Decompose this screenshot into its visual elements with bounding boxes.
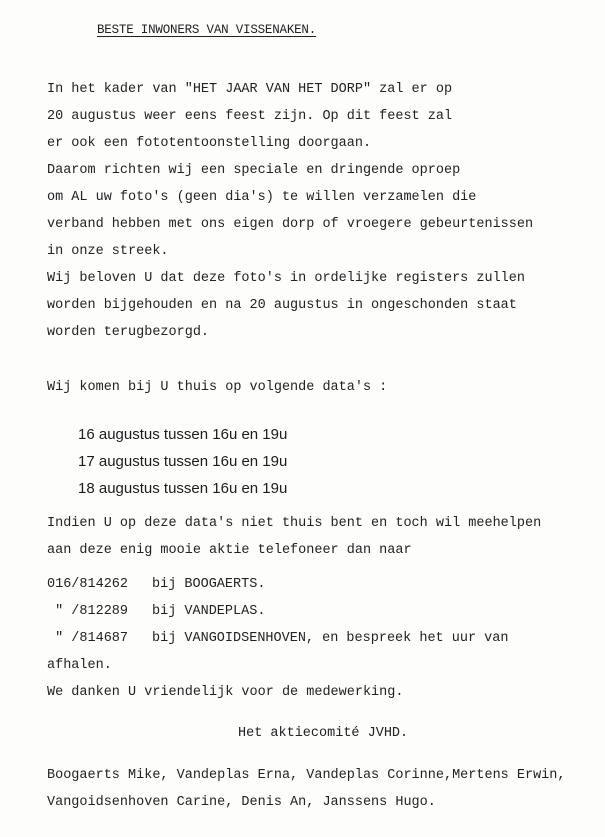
- help-line: aan deze enig mooie aktie telefoneer dan naar: [47, 543, 412, 558]
- intro-line: Wij beloven U dat deze foto's in ordelijke registers zullen: [47, 271, 525, 286]
- letter-title: BESTE INWONERS VAN VISSENAKEN.: [97, 23, 317, 37]
- intro-line: verband hebben met ons eigen dorp of vroegere gebeurtenissen: [47, 217, 534, 232]
- visit-intro: Wij komen bij U thuis op volgende data's :: [47, 380, 388, 395]
- intro-line: worden terugbezorgd.: [47, 325, 210, 340]
- members-line: Boogaerts Mike, Vandeplas Erna, Vandeplas Corinne,Mertens Erwin,: [47, 768, 566, 783]
- date-item: 17 augustus tussen 16u en 19u: [78, 453, 288, 470]
- members-line: Vangoidsenhoven Carine, Denis An, Janssens Hugo.: [47, 795, 436, 810]
- help-line: Indien U op deze data's niet thuis bent en toch wil meehelpen: [47, 516, 542, 531]
- committee-signature: Het aktiecomité JVHD.: [238, 726, 409, 741]
- contact-number: 016/814262: [47, 577, 129, 592]
- contact-number: " /812289: [47, 604, 129, 619]
- intro-line: 20 augustus weer eens feest zijn. Op dit feest zal: [47, 109, 453, 124]
- date-item: 16 augustus tussen 16u en 19u: [78, 426, 288, 443]
- closing-line: We danken U vriendelijk voor de medewerking.: [47, 685, 404, 700]
- intro-line: er ook een fototentoonstelling doorgaan.: [47, 136, 372, 151]
- contact-name: bij VANDEPLAS.: [152, 604, 266, 619]
- intro-line: worden bijgehouden en na 20 augustus in ongeschonden staat: [47, 298, 517, 313]
- date-item: 18 augustus tussen 16u en 19u: [78, 480, 288, 497]
- contact-number: " /814687: [47, 631, 129, 646]
- intro-line: In het kader van "HET JAAR VAN HET DORP" zal er op: [47, 82, 453, 97]
- intro-line: in onze streek.: [47, 244, 169, 259]
- intro-line: om AL uw foto's (geen dia's) te willen verzamelen die: [47, 190, 477, 205]
- intro-line: Daarom richten wij een speciale en dringende oproep: [47, 163, 461, 178]
- contact-name: bij VANGOIDSENHOVEN, en bespreek het uur van: [152, 631, 509, 646]
- contact-name: bij BOOGAERTS.: [152, 577, 266, 592]
- closing-line: afhalen.: [47, 658, 112, 673]
